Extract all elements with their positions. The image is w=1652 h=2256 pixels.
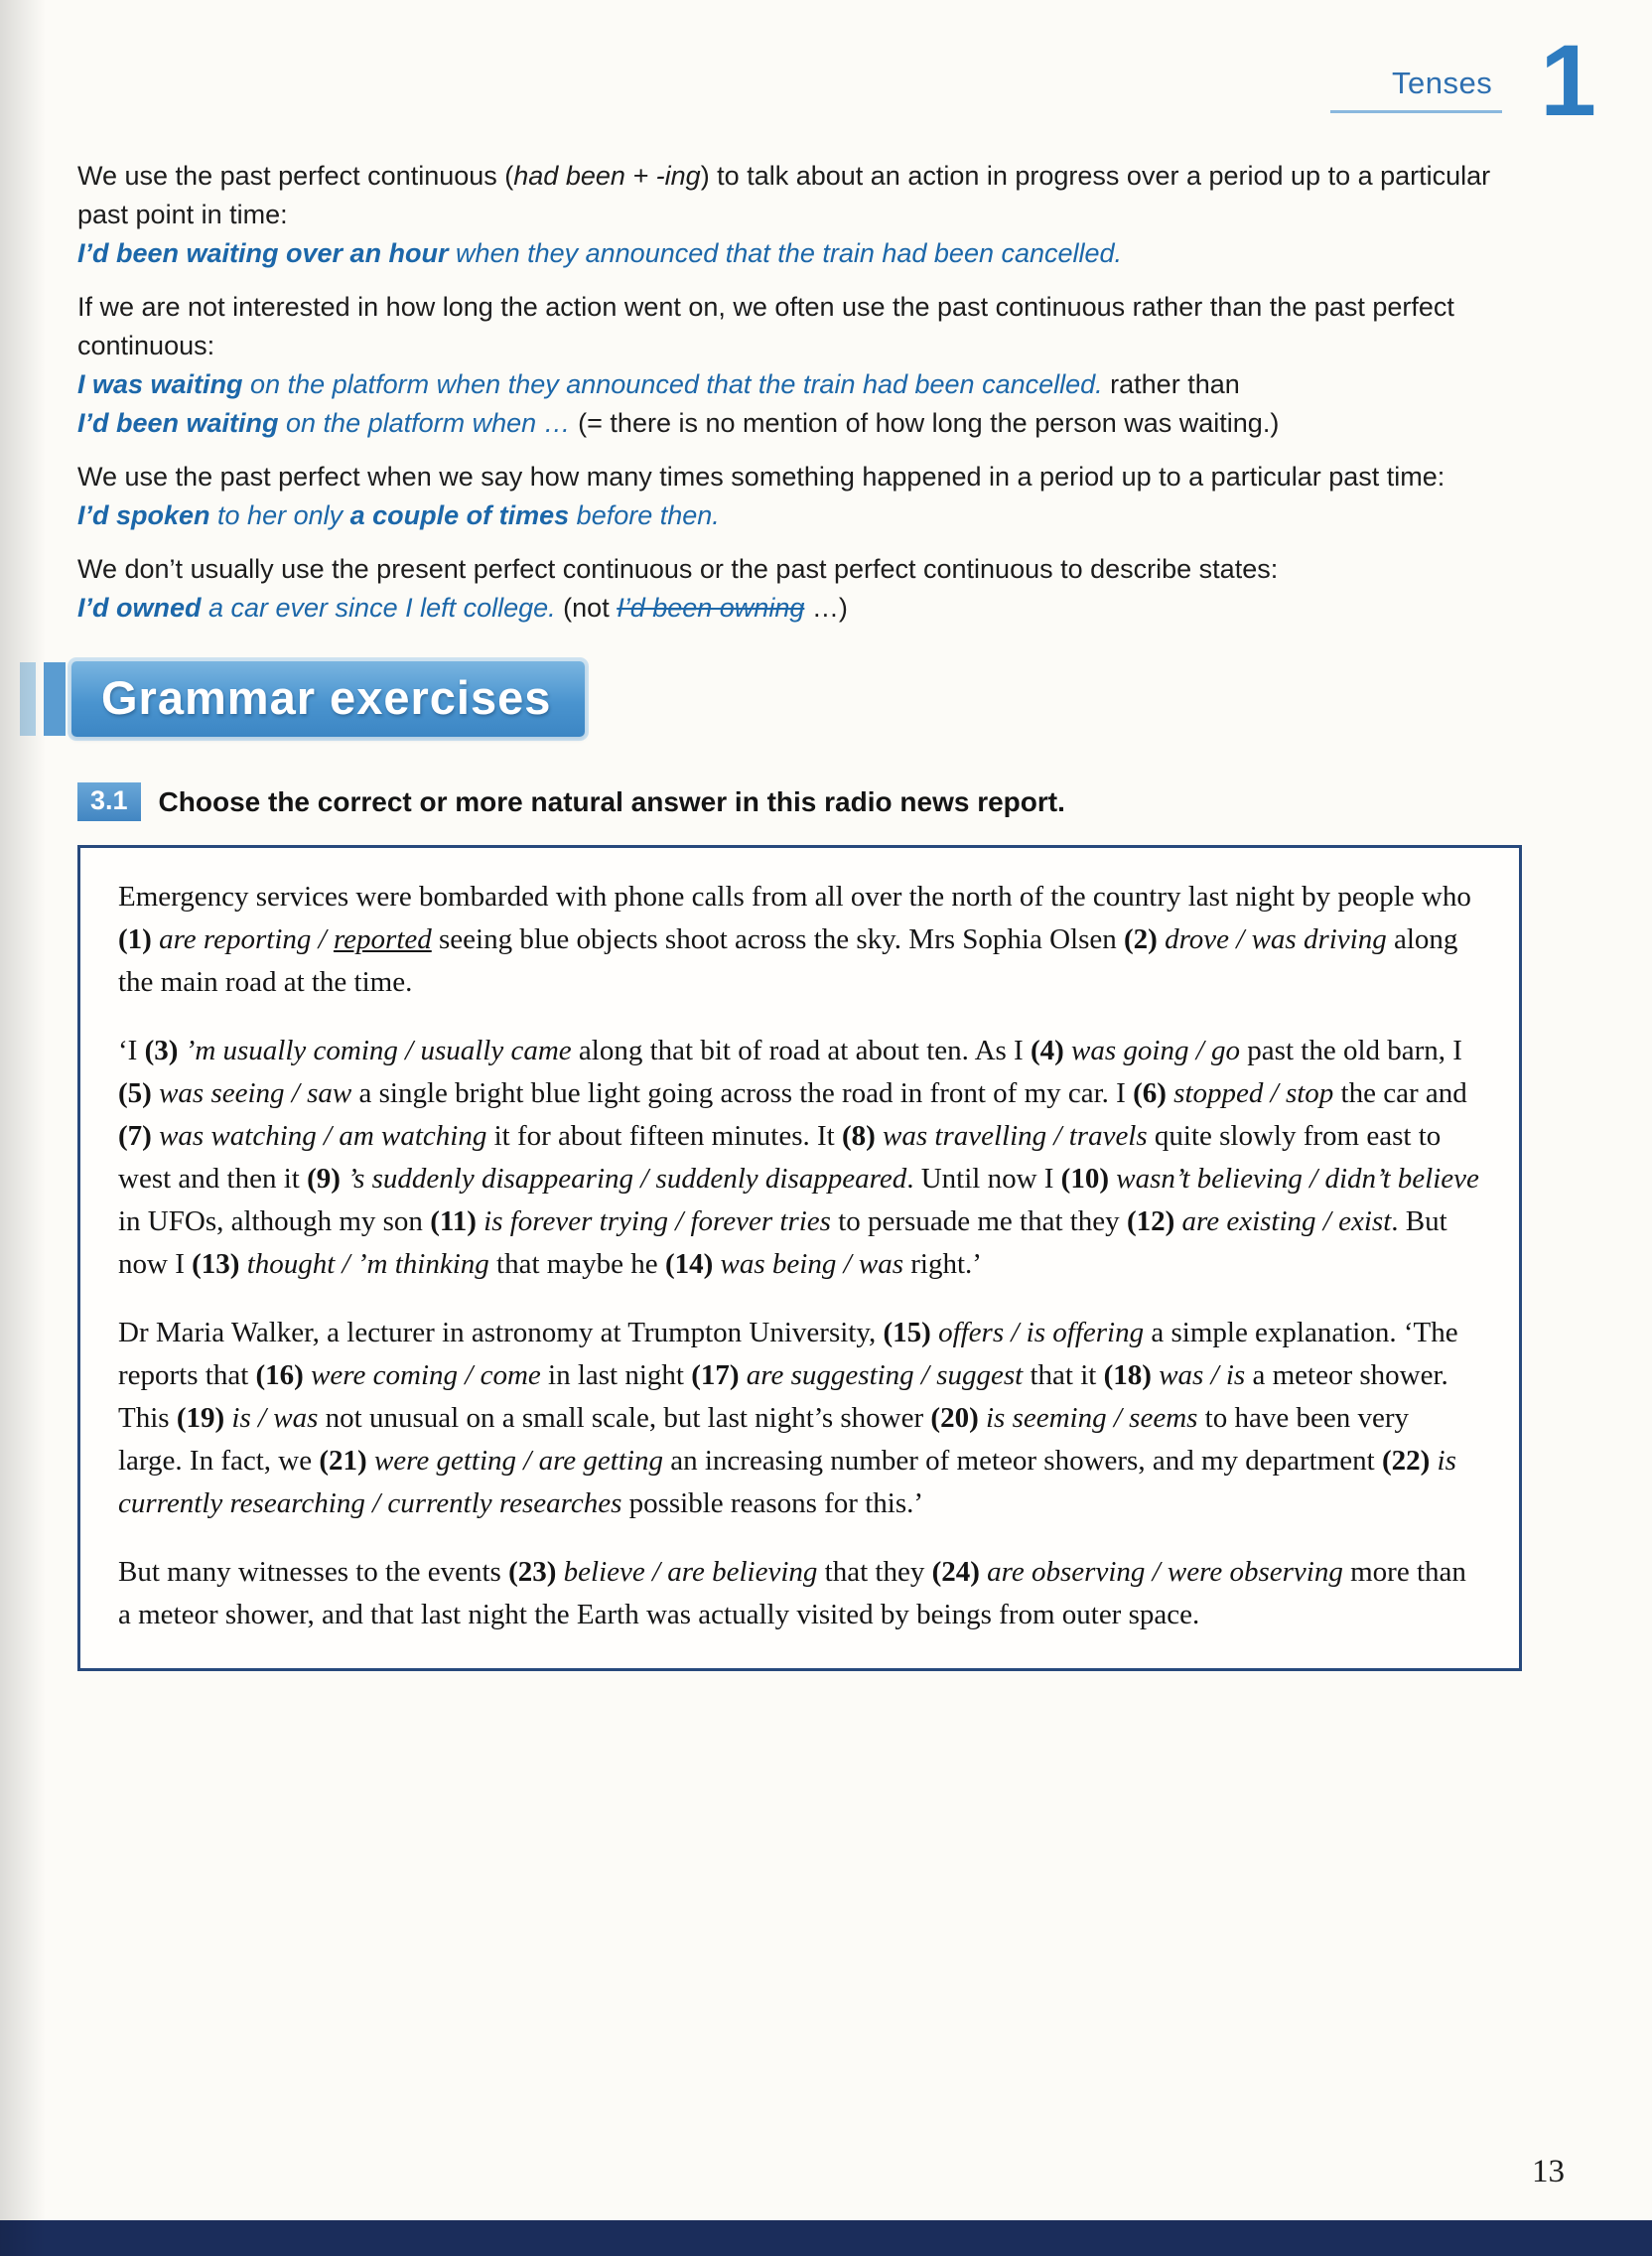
exercise-header xyxy=(77,782,1523,821)
section-title: Tenses xyxy=(1330,66,1502,113)
exercise-paragraph: ‘I (3) ’m usually coming / usually came along that bit of road at about ten. As I (4) was going / go past the old barn, I (5) was seeing / saw a single bright blue light going across the road in front of my car. I (6) stopped / stop the car and (7) was watching / am watching it for about fifteen minutes. It (8) was travelling / travels quite slowly from east to west and then it (9) ’s suddenly disappearing / suddenly disappeared. Until now I (10) wasn’t believing / didn’t believe in UFOs, although my son (11) is forever trying / forever tries to persuade me that they (12) are existing / exist. But now I (13) thought / ’m thinking that maybe he (14) was being / was right.’ xyxy=(118,1035,1479,1280)
exercise-paragraph: But many witnesses to the events (23) believe / are believing that they (24) are observing / were observing more than a meteor shower, and that last night the Earth was actually visited by beings from outer space. xyxy=(118,1556,1466,1630)
rule-text: If we are not interested in how long the action went on, we often use the past continuous rather than the past perfect continuous: xyxy=(77,292,1454,360)
explanation-block xyxy=(77,458,1497,535)
explanation-block xyxy=(77,157,1497,273)
banner-decoration-bar xyxy=(20,662,36,736)
page-header xyxy=(1330,24,1596,137)
exercise-paragraph: Dr Maria Walker, a lecturer in astronomy at Trumpton University, (15) offers / is offering a simple explanation. ‘The reports that (16) were coming / come in last night (17) are suggesting / suggest that it (18) was / is a meteor shower. This (19) is / was not unusual on a small scale, but last night’s shower (20) is seeming / seems to have been very large. In fact, we (21) were getting / are getting an increasing number of meteor showers, and my department (22) is currently researching / currently researches possible reasons for this.’ xyxy=(118,1317,1458,1519)
exercise-box xyxy=(77,845,1522,1671)
example-sentence: I’d been waiting on the platform when … (= there is no mention of how long the person was waiting.) xyxy=(77,408,1280,438)
example-sentence: I’d been waiting over an hour when they announced that the train had been cancelled. xyxy=(77,238,1123,268)
page-content xyxy=(77,157,1523,1671)
rule-text: We use the past perfect continuous (had been + -ing) to talk about an action in progress over a period up to a particular past point in time: xyxy=(77,161,1491,229)
example-sentence: I’d owned a car ever since I left college. (not I’d been owning …) xyxy=(77,593,848,623)
example-sentence: I’d spoken to her only a couple of times before then. xyxy=(77,500,720,530)
banner-box xyxy=(71,661,585,737)
explanation-block xyxy=(77,550,1497,628)
grammar-explanations xyxy=(77,157,1497,628)
footer-bar xyxy=(0,2220,1652,2256)
grammar-exercises-banner xyxy=(10,661,1523,737)
exercise-number-badge: 3.1 xyxy=(77,782,141,821)
unit-number: 1 xyxy=(1540,24,1596,137)
exercise-paragraph: Emergency services were bombarded with phone calls from all over the north of the country last night by people who (1) are reporting / reported seeing blue objects shoot across the sky. Mrs Sophia Olsen (2) drove / was driving along the main road at the time. xyxy=(118,881,1471,998)
page-number: 13 xyxy=(1532,2154,1565,2189)
rule-text: We use the past perfect when we say how many times something happened in a period up to a particular past time: xyxy=(77,462,1446,492)
example-sentence: I was waiting on the platform when they announced that the train had been cancelled. rather than xyxy=(77,369,1240,399)
explanation-block xyxy=(77,288,1497,443)
rule-text: We don’t usually use the present perfect continuous or the past perfect continuous to describe states: xyxy=(77,554,1279,584)
banner-decoration-bar xyxy=(44,662,66,736)
banner-title: Grammar exercises xyxy=(101,670,552,724)
exercise-instruction: Choose the correct or more natural answer in this radio news report. xyxy=(158,785,1065,817)
